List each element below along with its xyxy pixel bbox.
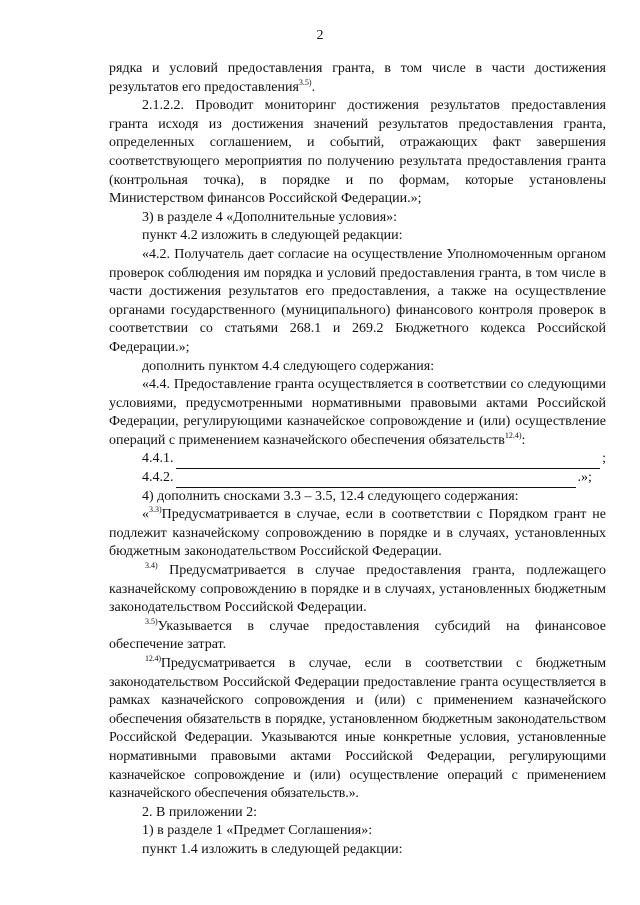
paragraph-clause-4-4-intro: дополнить пунктом 4.4 следующего содержания:: [142, 358, 435, 374]
footnote-3-4: $^{3.4)}$ Предусматривается в случае предоставления гранта, подлежащего казначейскому сопровождению в порядке и в случаях, установленных бюджетным законодательством Российской Федерации.: [109, 561, 606, 616]
page-number: 2: [316, 28, 324, 43]
paragraph-clause-4-4: «4.4. Предоставление гранта осуществляется в соответствии со следующими условиями, предусмотренными нормативными правовыми актами Российской Федерации, регулирующими казначейское сопровождение и (или) осуществление операций с применением казначейского обеспечения обязательств$^{12.4)}$:: [109, 377, 606, 448]
paragraph-clause-1-4: пункт 1.4 изложить в следующей редакции:: [142, 841, 403, 857]
document-body: [109, 60, 606, 860]
blank-fill-line: [176, 455, 601, 469]
footnote-12-4: $^{12.4)}$Предусматривается в случае, если в соответствии с бюджетным законодательством Российской Федерации предоставление гранта осуществляется в рамках казначейского сопровождения и (или) с применением казначейского обеспечения обязательств в порядке, установленном бюджетным законодательством Российской Федерации. Указываются иные конкретные условия, установленные нормативными правовыми актами Российской Федерации, регулирующими казначейское сопровождение и (или) осуществление операций с применением казначейского обеспечения обязательств.».: [109, 654, 606, 802]
paragraph-appendix-2: 2. В приложении 2:: [142, 804, 258, 820]
blank-line-4-4-2: 4.4.2. .»;: [109, 469, 606, 488]
blank-fill-line: [176, 474, 576, 488]
paragraph-section-1: 1) в разделе 1 «Предмет Соглашения»:: [142, 823, 373, 839]
footnote-3-5: $^{3.5)}$Указывается в случае предоставления субсидий на финансовое обеспечение затрат.: [109, 616, 606, 653]
footnote-ref-12-4: 12.4): [504, 430, 522, 440]
footnote-3-3: «$^{3.3)}$Предусматривается в случае, если в соответствии с Порядком грант не подлежит казначейскому сопровождению в порядке и в случаях, установленных бюджетным законодательством Российской Федерации.: [109, 505, 606, 560]
paragraph-2-1-2-2: 2.1.2.2. Проводит мониторинг достижения результатов предоставления гранта исходя из достижения значений результатов предоставления гранта, определенных соглашением, и событий, отражающих факт завершения соответствующего мероприятия по получению результата предоставления гранта (контрольная точка), в порядке и по формам, которые установлены Министерством финансов Российской Федерации.»;: [109, 98, 606, 207]
paragraph-clause-4-2: «4.2. Получатель дает согласие на осуществление Уполномоченным органом проверок соблюдения им порядка и условий предоставления гранта, в том числе в части достижения результатов его предоставления, а также на осуществление органами государственного (муниципального) финансового контроля проверок в соответствии со статьями 268.1 и 269.2 Бюджетного кодекса Российской Федерации.»;: [109, 246, 606, 355]
footnote-ref-3-5: 3.5): [298, 77, 312, 87]
paragraph-section-4: 3) в разделе 4 «Дополнительные условия»:: [142, 209, 398, 225]
paragraph-clause-4-2-intro: пункт 4.2 изложить в следующей редакции:: [142, 228, 403, 244]
paragraph-results-continuation: рядка и условий предоставления гранта, в том числе в части достижения результатов его предоставления$^{3.5)}$.: [109, 61, 606, 95]
blank-line-4-4-1: 4.4.1. ;: [109, 450, 606, 469]
paragraph-footnotes-intro: 4) дополнить сносками 3.3 – 3.5, 12.4 следующего содержания:: [142, 488, 519, 504]
